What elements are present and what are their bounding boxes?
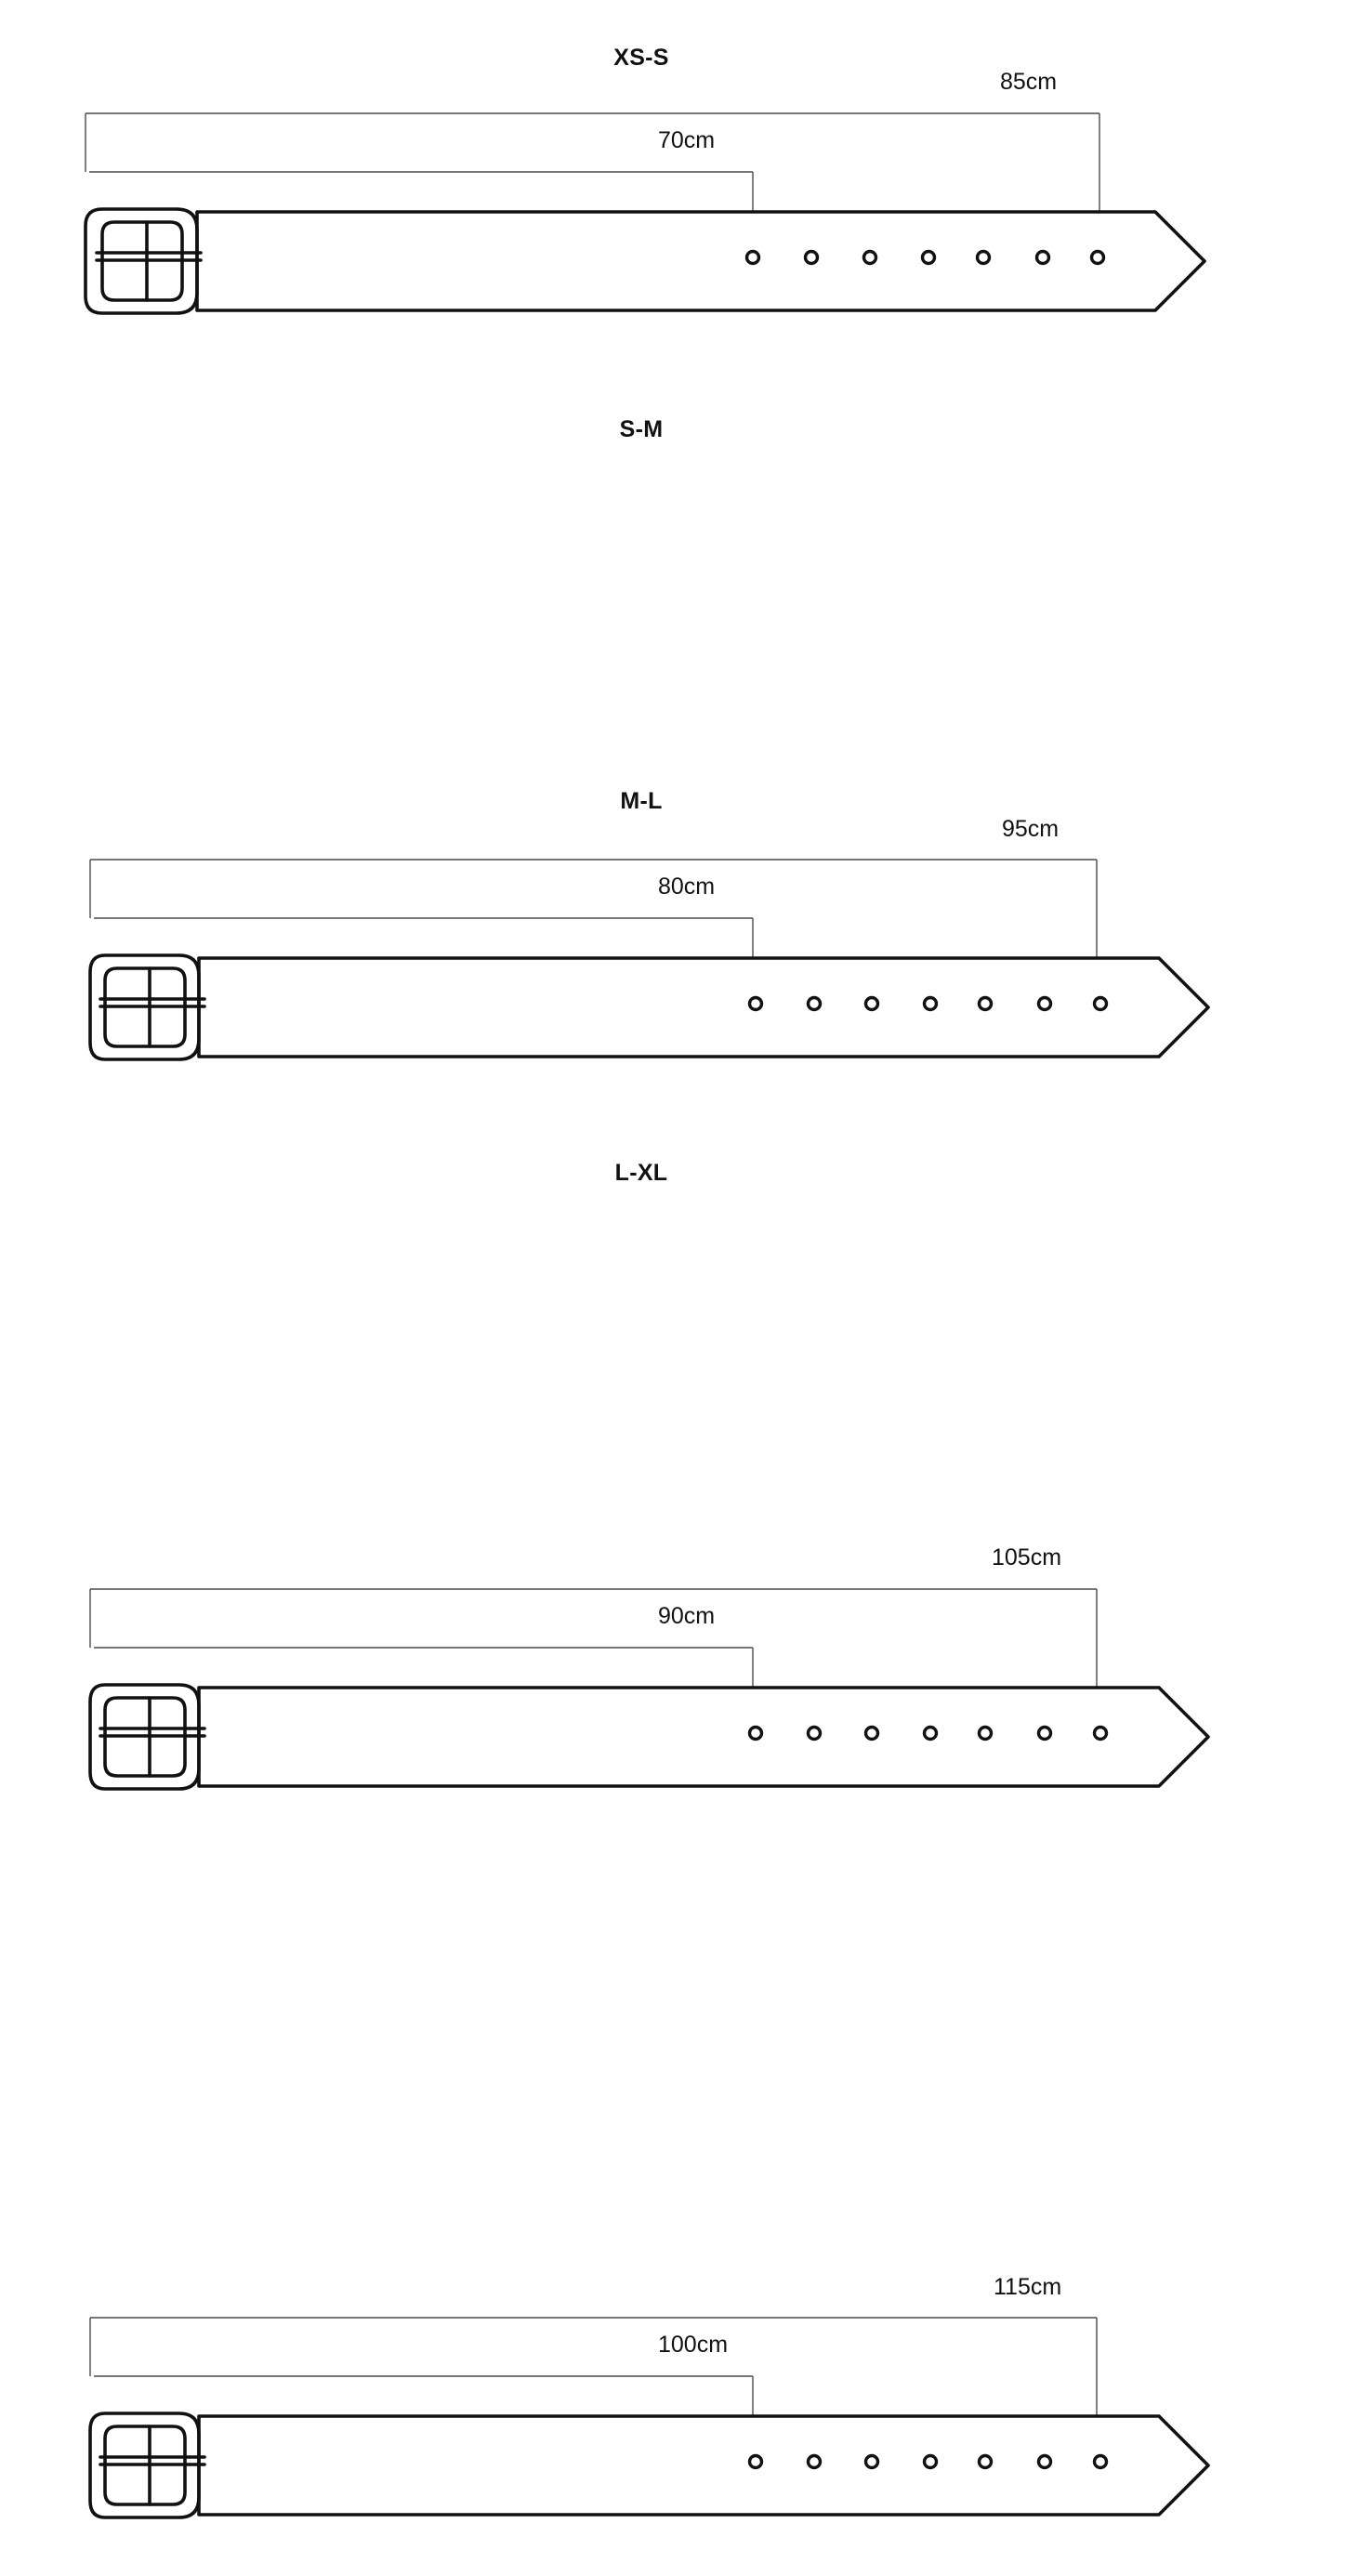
- belt-hole: [1039, 2456, 1051, 2468]
- belt-illustration: [0, 0, 1356, 372]
- outer-length-label: 115cm: [994, 2274, 1062, 2300]
- belt-size-label: L-XL: [614, 1160, 668, 1186]
- belt-hole: [750, 1728, 762, 1740]
- belt-size-label: XS-S: [613, 45, 669, 71]
- belt-hole: [925, 2456, 937, 2468]
- belt-hole: [923, 252, 935, 264]
- inner-length-label: 80cm: [658, 874, 716, 900]
- belt-hole: [1095, 1728, 1107, 1740]
- belt-hole: [866, 2456, 878, 2468]
- belt-size-label: M-L: [620, 788, 663, 814]
- belt-hole: [866, 1728, 878, 1740]
- inner-length-label: 70cm: [658, 127, 716, 153]
- belt-hole: [1095, 2456, 1107, 2468]
- inner-length-label: 90cm: [658, 1603, 716, 1629]
- belt-hole: [747, 252, 759, 264]
- outer-length-label: 85cm: [1000, 69, 1058, 95]
- belt-hole: [978, 252, 990, 264]
- belt-illustration: [0, 2204, 1356, 2576]
- belt-illustration: [0, 1476, 1356, 1847]
- outer-length-label: 105cm: [992, 1544, 1062, 1571]
- belt-hole: [809, 1728, 821, 1740]
- belt-hole: [809, 2456, 821, 2468]
- inner-length-label: 100cm: [658, 2332, 729, 2358]
- belt-hole: [980, 2456, 992, 2468]
- belt-size-label: S-M: [619, 416, 664, 442]
- belt-hole: [750, 2456, 762, 2468]
- belt-hole: [1037, 252, 1049, 264]
- belt-hole: [806, 252, 818, 264]
- belt-hole: [980, 1728, 992, 1740]
- belt-hole: [1092, 252, 1104, 264]
- belt-hole: [864, 252, 876, 264]
- belt-hole: [1039, 1728, 1051, 1740]
- outer-length-label: 95cm: [1002, 816, 1060, 842]
- belt-hole: [925, 1728, 937, 1740]
- belt-diagram-xs-s: [0, 0, 1356, 372]
